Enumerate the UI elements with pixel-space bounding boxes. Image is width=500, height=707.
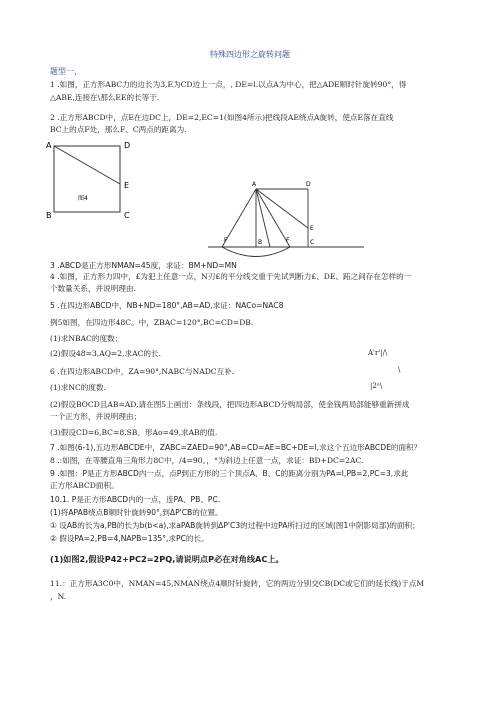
problem-10: 10.1. P是正方形ABCD内的一点，连PA、PB、PC. (50, 495, 221, 504)
segment-ae (54, 146, 120, 184)
problem-4-line-2: 个数量关系，并说明理由. (50, 284, 136, 293)
label-f-left: F (224, 237, 228, 244)
label-c: C (124, 211, 130, 220)
problem-8: 8 .:如图，在等腰直角三角形力8C中，/4=90。，°为斜边上任意一点，求证：BD+DC=2AC. (50, 456, 364, 465)
label-c: C (310, 239, 315, 246)
label-b: B (258, 239, 263, 246)
label-a: A (46, 141, 52, 150)
problem-10-part-1-sub-1: ① 设AB的长为a,PB的长为b(b<a),求aPAB旋转到ΔP'C3的过程中边PA所扫过的区域(图1中阴影局部)的面积； (50, 521, 420, 530)
label-f-right: F (286, 237, 290, 244)
problem-6-part-2-line-2: 一个正方形，并说明理由； (50, 412, 142, 421)
margin-mark-1: A'r'|/\ (368, 349, 388, 357)
label-d: D (124, 141, 131, 150)
figure-rotation (208, 176, 364, 258)
label-e: E (310, 225, 314, 232)
problem-6-part-3: (3)假设CD=6,BC=8,SB。形Ao=49,求AB的值. (50, 428, 218, 437)
margin-mark-4: |2ⁿ\ (370, 382, 383, 390)
problem-5: 5 .在四边形ABCD中，NB+ND=180°,AB=AD,求证：NACo=NAC8 (50, 301, 284, 310)
problem-1-line-2: △ABE,连接在\那么EE的长等于. (50, 93, 160, 102)
label-e: E (124, 181, 130, 190)
example-5: 例5如图，在四边形48C。中，ZBAC=120°,BC=CD=DB. (50, 318, 254, 327)
page-title: 特殊四边形之旋转问题 (210, 50, 290, 59)
example-5-part-1: (1)求NBAC的度数； (50, 334, 123, 343)
problem-9-line-2: 正方形ABCD面积。 (50, 481, 119, 490)
label-b: B (46, 211, 52, 220)
problem-11-line-2: ，N. (50, 592, 67, 601)
label-d: D (306, 181, 311, 188)
problem-10-part-1: (1)将APAB绕点B顺时针旋转90°,到ΔP'CB的位置。 (50, 508, 223, 517)
problem-2-line-1: 2 .正方形ABCD中，点E在边DC上，DE=2,EC=1(如图4所示)把线段AE绕点A旋转，使点E落在直线 (50, 113, 394, 122)
figure-caption: 图4 (78, 195, 88, 202)
figure-square-abcd (44, 138, 140, 224)
problem-4-line-1: 4 .如图，正方形力四中，£为犯上任意一点，N刃£的平分线交重于先试判断力£、DE、跖之间存在怎样的一 (50, 272, 412, 281)
label-a: A (252, 181, 257, 188)
problem-6-part-2-line-1: (2)假设BOCD且AB=AD,请在图5上画出：条线段，把四边形ABCD分购局部，使金钱两局部能够重新拼成 (50, 400, 410, 409)
margin-mark-2: \ (398, 366, 401, 374)
example-5-part-2: (2)假设48=3,AQ=2,求AC的长. (50, 349, 162, 358)
section-heading: 题型一， (50, 67, 82, 76)
problem-6-part-1: (1)求NC的度数. (50, 383, 106, 392)
problem-2-line-2: BC上的点F处，那么F、C两点的距离为. (50, 125, 187, 134)
square-outline (54, 146, 120, 212)
problem-10-part-1-sub-2: ② 假设PA=2,PB=4,NAPB=135°,求PC的长。 (50, 534, 209, 543)
rotation-arc (222, 247, 290, 257)
problem-11-line-1: 11.：正方形A3C0中，NMAN=45,NMAN绕点4顺时针旋转，它的两边分别交CB(DC或它们的延长线)于点M (50, 579, 425, 588)
problem-7: 7 .如图(6-1),五边形ABCDE中，ZABC=ZAED=90°,AB=CD=AE=BC+DE=l,求这个五边形ABCDE的面积？ (50, 443, 422, 452)
problem-3: 3 .ABCD是正方形NMAN=45度，求证：BM+ND=MN (50, 261, 237, 270)
problem-6: 6 .在四边形ABCD中，ZA=90°,NABC与NADC互补. (50, 367, 235, 376)
problem-10-part-2: (1)如图2,假设P42+PC2=2PQ,请说明点P必在对角线AC上。 (50, 554, 284, 564)
problem-1-line-1: 1 .如图，正方形ABC力的边长为3,E为CD边上一点，, DE=l.以点A为中心，把△ADE顺时针旋转90°，得 (50, 80, 407, 89)
problem-9-line-1: 9 .如图：P是正方形ABCD内一点，点P到正方形的三个顶点A、B、C的距离分别为PA=l,PB=2,PC=3,求此 (50, 469, 409, 478)
